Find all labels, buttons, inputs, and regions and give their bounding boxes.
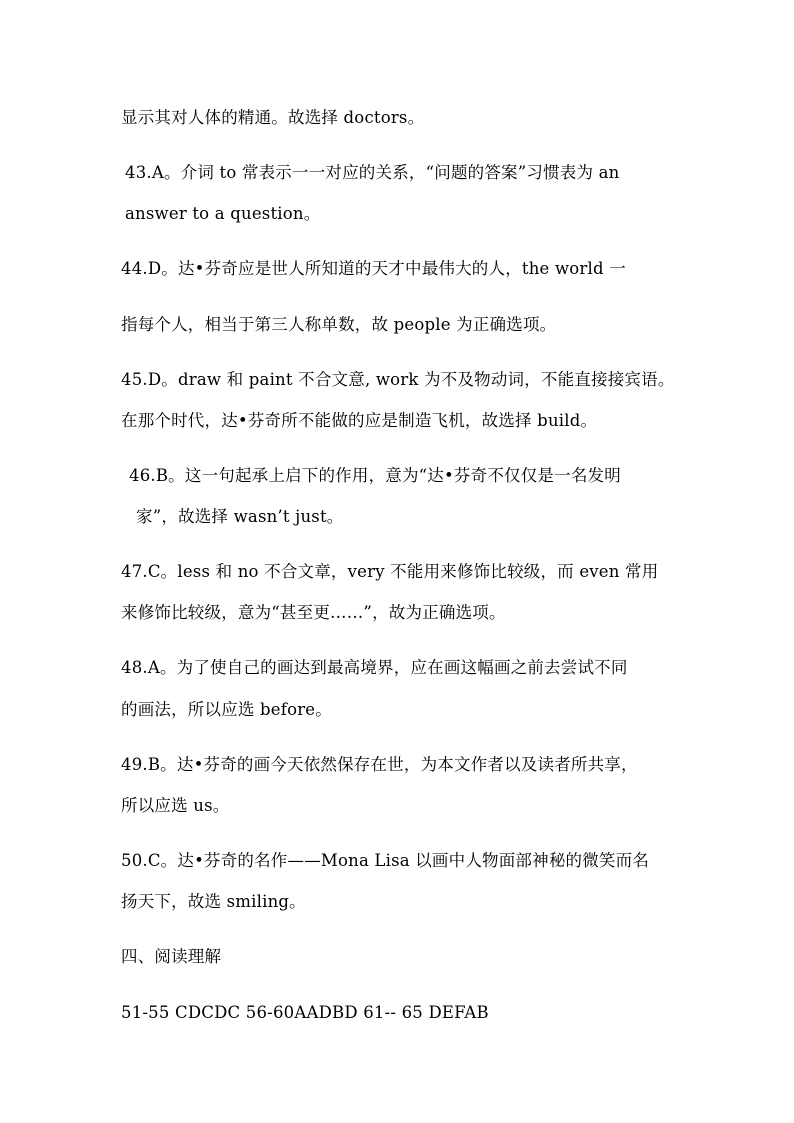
text-line: 显示其对人体的精通。故选择 doctors。 [121,108,425,127]
section-heading: 四、阅读理解 [121,947,222,966]
text-line: 的画法，所以应选 before。 [121,700,332,719]
text-line: 来修饰比较级，意为“甚至更……”，故为正确选项。 [121,603,506,622]
text-line: 49.B。达•芬奇的画今天依然保存在世，为本文作者以及读者所共享， [121,755,638,774]
text-line: 48.A。为了使自己的画达到最高境界，应在画这幅画之前去尝试不同 [121,658,628,677]
text-line: 所以应选 us。 [121,796,230,815]
text-line: 在那个时代，达•芬奇所不能做的应是制造飞机，故选择 build。 [121,411,598,430]
text-line: 50.C。达•芬奇的名作——Mona Lisa 以画中人物面部神秘的微笑而名 [121,851,650,870]
text-line: 47.C。less 和 no 不合文章，very 不能用来修饰比较级，而 even 常用 [121,562,659,581]
answer-key-line: 51-55 CDCDC 56-60AADBD 61-- 65 DEFAB [121,1003,489,1022]
text-line: 43.A。介词 to 常表示一一对应的关系，“问题的答案”习惯表为 an [125,163,620,182]
text-line: 45.D。draw 和 paint 不合文意, work 为不及物动词，不能直接接宾语。 [121,370,675,389]
text-line: 家”，故选择 wasn’t just。 [136,507,344,526]
text-line: 46.B。这一句起承上启下的作用，意为“达•芬奇不仅仅是一名发明 [129,466,621,485]
text-line: 44.D。达•芬奇应是世人所知道的天才中最伟大的人，the world 一 [121,259,626,278]
text-line: answer to a question。 [125,204,321,223]
text-line: 指每个人，相当于第三人称单数，故 people 为正确选项。 [121,315,557,334]
text-line: 扬天下，故选 smiling。 [121,892,306,911]
